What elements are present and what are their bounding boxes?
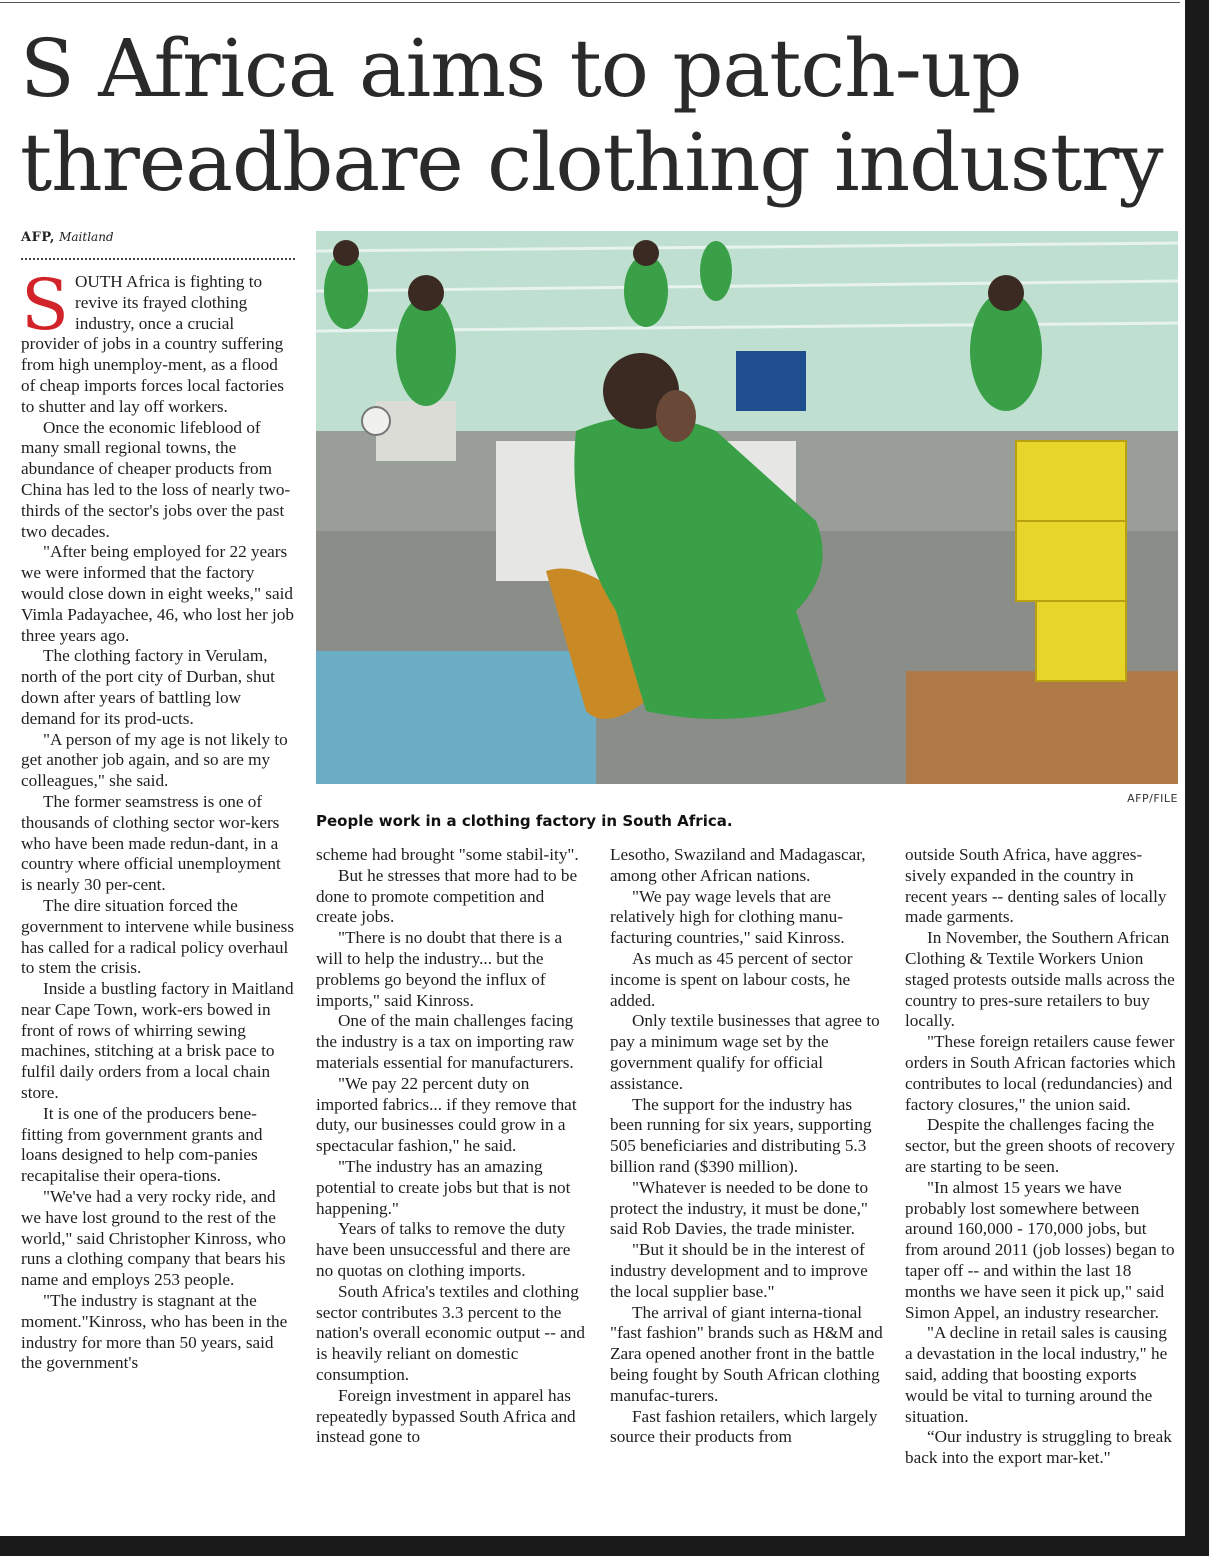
article-paragraph: SOUTH Africa is fighting to revive its frayed clothing industry, once a crucial provider of jobs in a country suffering from high unemploy-ment, as a flood of cheap imports forces local factories to shutter and lay off workers.: [21, 264, 284, 416]
article-paragraph: The dire situation forced the government to intervene while business has called for a radical policy overhaul to stem the crisis.: [21, 895, 295, 978]
article-paragraph: "After being employed for 22 years we were informed that the factory would close down in eight weeks," said Vimla Padayachee, 46, who lost her job three years ago.: [21, 542, 294, 645]
headline-line-1: S Africa aims to patch-up: [20, 22, 1022, 115]
photo-credit: AFP/FILE: [1127, 792, 1178, 805]
article-paragraph: Lesotho, Swaziland and Madagascar, among other African nations.: [610, 845, 866, 885]
article-paragraph: outside South Africa, have aggres-sively expanded in the country in recent years -- denting sales of locally made garments.: [905, 845, 1167, 927]
article-paragraph: South Africa's textiles and clothing sector contributes 3.3 percent to the nation's overall economic output -- and is heavily reliant on domestic consumption.: [316, 1281, 585, 1384]
byline-divider: [21, 258, 295, 260]
factory-photo-illustration: [316, 231, 1178, 784]
article-paragraph: "The industry is stagnant at the moment."Kinross, who has been in the industry for more than 50 years, said the government's: [21, 1291, 288, 1373]
article-paragraph: "There is no doubt that there is a will to help the industry... but the problems go beyond the influx of imports," said Kinross.: [316, 928, 563, 1010]
article-paragraph: "Whatever is needed to be done to protect the industry, it must be done," said Rob Davies, the trade minister.: [610, 1177, 869, 1239]
article-paragraph: Despite the challenges facing the sector, but the green shoots of recovery are starting to be seen.: [905, 1115, 1175, 1176]
article-paragraph: One of the main challenges facing the industry is a tax on importing raw materials essential for manufacturers.: [316, 1011, 575, 1072]
article-paragraph: "A person of my age is not likely to get another job again, and so are my colleagues," she said.: [21, 729, 288, 791]
byline-agency: AFP,: [21, 230, 55, 245]
article-paragraph: Foreign investment in apparel has repeatedly bypassed South Africa and instead gone to: [316, 1385, 576, 1447]
article-paragraph: "These foreign retailers cause fewer orders in South African factories which contributes to local (redundancies) and factory closures," the union said.: [905, 1032, 1176, 1114]
article-paragraph: “Our industry is struggling to break back into the export mar-ket.": [905, 1427, 1172, 1468]
article-column-2: [316, 845, 586, 1448]
article-column-1: [21, 264, 295, 1374]
article-paragraph: The arrival of giant interna-tional "fast fashion" brands such as H&M and Zara opened another front in the battle being fought by South African clothing manufac-turers.: [610, 1302, 883, 1405]
drop-cap: S: [21, 264, 69, 346]
article-paragraph: The former seamstress is one of thousands of clothing sector wor-kers who have been made redun-dant, in a country where official unemployment is nearly 30 per-cent.: [21, 791, 281, 895]
article-paragraph: "A decline in retail sales is causing a devastation in the local industry," he said, adding that boosting exports would be vital to turning around the situation.: [905, 1323, 1168, 1426]
headline-line-2: threadbare clothing industry: [20, 116, 1163, 209]
page-edge-right: [1185, 0, 1209, 1556]
article-paragraph: Fast fashion retailers, which largely source their products from: [610, 1406, 878, 1447]
article-paragraph: "We've had a very rocky ride, and we have lost ground to the rest of the world," said Christopher Kinross, who runs a clothing company that bears his name and employs 253 people.: [21, 1187, 286, 1290]
byline-location: Maitland: [59, 230, 114, 244]
article-paragraph: "In almost 15 years we have probably lost somewhere between around 160,000 - 170,000 jobs, but from around 2011 (job losses) began to taper off -- and within the last 18 months we have seen it pick up," said Simon Appel, an industry researcher.: [905, 1177, 1175, 1322]
headline: [20, 22, 1180, 210]
article-paragraph: "The industry has an amazing potential to create jobs but that is not happening.": [316, 1156, 571, 1218]
article-paragraph: Years of talks to remove the duty have been unsuccessful and there are no quotas on clothing imports.: [316, 1219, 571, 1280]
byline: [21, 230, 114, 245]
article-paragraph: scheme had brought "some stabil-ity".: [316, 845, 579, 864]
factory-photo: [316, 231, 1178, 784]
article-column-4: [905, 845, 1178, 1469]
article-paragraph: Inside a bustling factory in Maitland near Cape Town, work-ers bowed in front of rows of whirring sewing machines, stitching at a brisk pace to fulfil daily orders from a local chain store.: [21, 979, 294, 1103]
article-paragraph: The clothing factory in Verulam, north of the port city of Durban, shut down after years of battling low demand for its prod-ucts.: [21, 646, 275, 728]
article-column-3: [610, 845, 884, 1448]
article-paragraph: But he stresses that more had to be done to promote competition and create jobs.: [316, 865, 578, 927]
article-paragraph: "We pay wage levels that are relatively high for clothing manu-facturing countries," said Kinross.: [610, 886, 845, 948]
article-paragraph: In November, the Southern African Clothing & Textile Workers Union staged protests outside malls across the country to pres-sure retailers to buy locally.: [905, 928, 1175, 1031]
article-paragraph: It is one of the producers bene-fitting from government grants and loans designed to help com-panies recapitalise their opera-tions.: [21, 1103, 263, 1186]
page-edge-bottom: [0, 1536, 1209, 1556]
article-paragraph: Once the economic lifeblood of many small regional towns, the abundance of cheaper products from China has led to the loss of nearly two-thirds of the sector's jobs over the past two decades.: [21, 417, 291, 541]
article-paragraph: "But it should be in the interest of industry development and to improve the local supplier base.": [610, 1240, 868, 1301]
article-paragraph: As much as 45 percent of sector income is spent on labour costs, he added.: [610, 948, 853, 1010]
article-paragraph: "We pay 22 percent duty on imported fabrics... if they remove that duty, our businesses could grow in a spectacular fashion," he said.: [316, 1073, 577, 1156]
top-rule: [0, 2, 1180, 3]
photo-caption: People work in a clothing factory in South Africa.: [316, 812, 733, 830]
article-paragraph: The support for the industry has been running for six years, supporting 505 beneficiaries and distributing 5.3 billion rand ($390 million).: [610, 1094, 872, 1176]
article-paragraph: Only textile businesses that agree to pay a minimum wage set by the government qualify for official assistance.: [610, 1011, 880, 1093]
